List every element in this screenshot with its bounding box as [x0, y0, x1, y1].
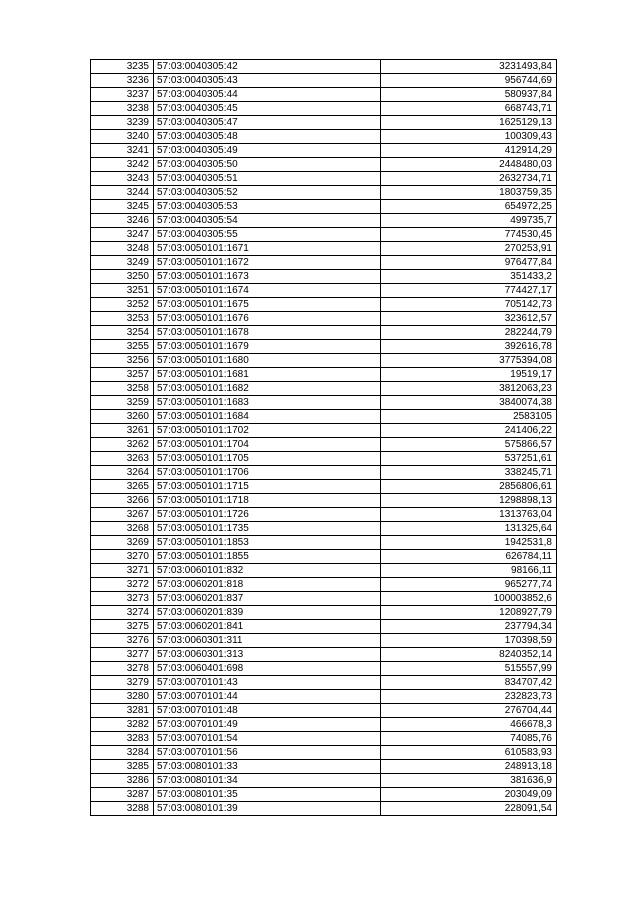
cadastral-value-cell: 580937,84	[381, 88, 557, 102]
row-number-cell: 3283	[91, 732, 154, 746]
row-number-cell: 3284	[91, 746, 154, 760]
row-number-cell: 3279	[91, 676, 154, 690]
cadastral-number-cell: 57:03:0050101:1726	[154, 508, 381, 522]
table-row	[91, 368, 557, 382]
cadastral-value-cell: 1803759,35	[381, 186, 557, 200]
cadastral-value-cell: 392616,78	[381, 340, 557, 354]
cadastral-number-cell: 57:03:0050101:1682	[154, 382, 381, 396]
cadastral-number-cell: 57:03:0050101:1705	[154, 452, 381, 466]
row-number-cell: 3277	[91, 648, 154, 662]
cadastral-number-cell: 57:03:0050101:1706	[154, 466, 381, 480]
cadastral-number-cell: 57:03:0050101:1855	[154, 550, 381, 564]
cadastral-value-cell: 351433,2	[381, 270, 557, 284]
cadastral-number-cell: 57:03:0080101:35	[154, 788, 381, 802]
cadastral-value-cell: 3775394,08	[381, 354, 557, 368]
table-row	[91, 158, 557, 172]
row-number-cell: 3235	[91, 60, 154, 74]
row-number-cell: 3266	[91, 494, 154, 508]
table-row	[91, 760, 557, 774]
row-number-cell: 3276	[91, 634, 154, 648]
row-number-cell: 3270	[91, 550, 154, 564]
cadastral-number-cell: 57:03:0060201:841	[154, 620, 381, 634]
row-number-cell: 3247	[91, 228, 154, 242]
cadastral-number-cell: 57:03:0050101:1675	[154, 298, 381, 312]
table-row	[91, 620, 557, 634]
table-row	[91, 326, 557, 340]
table-row	[91, 410, 557, 424]
table-row	[91, 256, 557, 270]
cadastral-value-cell: 3231493,84	[381, 60, 557, 74]
row-number-cell: 3244	[91, 186, 154, 200]
row-number-cell: 3240	[91, 130, 154, 144]
row-number-cell: 3243	[91, 172, 154, 186]
row-number-cell: 3281	[91, 704, 154, 718]
row-number-cell: 3251	[91, 284, 154, 298]
table-row	[91, 144, 557, 158]
cadastral-value-cell: 515557,99	[381, 662, 557, 676]
table-row	[91, 200, 557, 214]
table-row	[91, 102, 557, 116]
cadastral-value-cell: 466678,3	[381, 718, 557, 732]
cadastral-value-cell: 626784,11	[381, 550, 557, 564]
cadastral-number-cell: 57:03:0050101:1674	[154, 284, 381, 298]
cadastral-value-cell: 241406,22	[381, 424, 557, 438]
table-row	[91, 312, 557, 326]
row-number-cell: 3260	[91, 410, 154, 424]
cadastral-number-cell: 57:03:0040305:45	[154, 102, 381, 116]
table-row	[91, 88, 557, 102]
cadastral-value-cell: 338245,71	[381, 466, 557, 480]
cadastral-value-cell: 276704,44	[381, 704, 557, 718]
row-number-cell: 3242	[91, 158, 154, 172]
cadastral-number-cell: 57:03:0050101:1681	[154, 368, 381, 382]
row-number-cell: 3253	[91, 312, 154, 326]
table-row	[91, 284, 557, 298]
cadastral-number-cell: 57:03:0080101:34	[154, 774, 381, 788]
table-row	[91, 382, 557, 396]
cadastral-number-cell: 57:03:0070101:49	[154, 718, 381, 732]
cadastral-value-cell: 956744,69	[381, 74, 557, 88]
table-row	[91, 228, 557, 242]
cadastral-value-cell: 3812063,23	[381, 382, 557, 396]
cadastral-value-cell: 1313763,04	[381, 508, 557, 522]
cadastral-number-cell: 57:03:0050101:1735	[154, 522, 381, 536]
row-number-cell: 3275	[91, 620, 154, 634]
cadastral-number-cell: 57:03:0050101:1683	[154, 396, 381, 410]
row-number-cell: 3285	[91, 760, 154, 774]
cadastral-value-cell: 834707,42	[381, 676, 557, 690]
cadastral-value-cell: 131325,64	[381, 522, 557, 536]
table-row	[91, 732, 557, 746]
row-number-cell: 3271	[91, 564, 154, 578]
cadastral-number-cell: 57:03:0050101:1680	[154, 354, 381, 368]
table-row	[91, 214, 557, 228]
table-row	[91, 424, 557, 438]
row-number-cell: 3282	[91, 718, 154, 732]
row-number-cell: 3263	[91, 452, 154, 466]
cadastral-number-cell: 57:03:0040305:43	[154, 74, 381, 88]
cadastral-number-cell: 57:03:0040305:47	[154, 116, 381, 130]
table-row	[91, 396, 557, 410]
cadastral-number-cell: 57:03:0050101:1718	[154, 494, 381, 508]
cadastral-number-cell: 57:03:0070101:56	[154, 746, 381, 760]
cadastral-number-cell: 57:03:0080101:39	[154, 802, 381, 816]
cadastral-number-cell: 57:03:0070101:54	[154, 732, 381, 746]
table-row	[91, 662, 557, 676]
cadastral-number-cell: 57:03:0050101:1673	[154, 270, 381, 284]
table-row	[91, 130, 557, 144]
row-number-cell: 3239	[91, 116, 154, 130]
cadastral-value-cell: 100003852,6	[381, 592, 557, 606]
row-number-cell: 3246	[91, 214, 154, 228]
cadastral-value-cell: 610583,93	[381, 746, 557, 760]
cadastral-number-cell: 57:03:0060101:832	[154, 564, 381, 578]
cadastral-number-cell: 57:03:0050101:1678	[154, 326, 381, 340]
cadastral-value-cell: 965277,74	[381, 578, 557, 592]
table-row	[91, 494, 557, 508]
row-number-cell: 3273	[91, 592, 154, 606]
row-number-cell: 3252	[91, 298, 154, 312]
cadastral-value-cell: 575866,57	[381, 438, 557, 452]
table-row	[91, 74, 557, 88]
cadastral-number-cell: 57:03:0070101:43	[154, 676, 381, 690]
cadastral-number-cell: 57:03:0050101:1676	[154, 312, 381, 326]
table-row	[91, 298, 557, 312]
cadastral-number-cell: 57:03:0040305:49	[154, 144, 381, 158]
cadastral-number-cell: 57:03:0070101:48	[154, 704, 381, 718]
cadastral-value-cell: 2856806,61	[381, 480, 557, 494]
cadastral-value-cell: 1942531,8	[381, 536, 557, 550]
row-number-cell: 3264	[91, 466, 154, 480]
row-number-cell: 3265	[91, 480, 154, 494]
table-row	[91, 508, 557, 522]
cadastral-value-cell: 668743,71	[381, 102, 557, 116]
table-row	[91, 704, 557, 718]
cadastral-value-cell: 98166,11	[381, 564, 557, 578]
table-row	[91, 466, 557, 480]
cadastral-value-cell: 1208927,79	[381, 606, 557, 620]
table-row	[91, 60, 557, 74]
table-row	[91, 648, 557, 662]
table-row	[91, 480, 557, 494]
cadastral-value-cell: 1298898,13	[381, 494, 557, 508]
row-number-cell: 3268	[91, 522, 154, 536]
cadastral-number-cell: 57:03:0050101:1671	[154, 242, 381, 256]
cadastral-number-cell: 57:03:0060401:698	[154, 662, 381, 676]
cadastral-value-cell: 774427,17	[381, 284, 557, 298]
cadastral-number-cell: 57:03:0040305:48	[154, 130, 381, 144]
cadastral-number-cell: 57:03:0070101:44	[154, 690, 381, 704]
row-number-cell: 3245	[91, 200, 154, 214]
cadastral-number-cell: 57:03:0080101:33	[154, 760, 381, 774]
cadastral-number-cell: 57:03:0060301:311	[154, 634, 381, 648]
cadastral-value-cell: 2448480,03	[381, 158, 557, 172]
cadastral-value-table	[90, 59, 557, 816]
row-number-cell: 3237	[91, 88, 154, 102]
cadastral-number-cell: 57:03:0050101:1702	[154, 424, 381, 438]
cadastral-value-cell: 74085,76	[381, 732, 557, 746]
table-row	[91, 634, 557, 648]
row-number-cell: 3274	[91, 606, 154, 620]
cadastral-value-cell: 1625129,13	[381, 116, 557, 130]
table-row	[91, 676, 557, 690]
row-number-cell: 3269	[91, 536, 154, 550]
table-row	[91, 606, 557, 620]
table-row	[91, 746, 557, 760]
cadastral-number-cell: 57:03:0060301:313	[154, 648, 381, 662]
row-number-cell: 3236	[91, 74, 154, 88]
cadastral-number-cell: 57:03:0050101:1684	[154, 410, 381, 424]
row-number-cell: 3287	[91, 788, 154, 802]
row-number-cell: 3254	[91, 326, 154, 340]
cadastral-value-cell: 170398,59	[381, 634, 557, 648]
table-row	[91, 522, 557, 536]
table-row	[91, 774, 557, 788]
cadastral-number-cell: 57:03:0040305:44	[154, 88, 381, 102]
row-number-cell: 3250	[91, 270, 154, 284]
row-number-cell: 3257	[91, 368, 154, 382]
table-row	[91, 690, 557, 704]
cadastral-value-cell: 976477,84	[381, 256, 557, 270]
cadastral-value-cell: 2632734,71	[381, 172, 557, 186]
cadastral-number-cell: 57:03:0060201:839	[154, 606, 381, 620]
cadastral-value-cell: 2583105	[381, 410, 557, 424]
cadastral-value-cell: 705142,73	[381, 298, 557, 312]
row-number-cell: 3238	[91, 102, 154, 116]
row-number-cell: 3259	[91, 396, 154, 410]
cadastral-value-cell: 282244,79	[381, 326, 557, 340]
table-row	[91, 536, 557, 550]
row-number-cell: 3249	[91, 256, 154, 270]
table-row	[91, 802, 557, 816]
cadastral-value-cell: 19519,17	[381, 368, 557, 382]
row-number-cell: 3261	[91, 424, 154, 438]
cadastral-value-cell: 323612,57	[381, 312, 557, 326]
cadastral-number-cell: 57:03:0050101:1672	[154, 256, 381, 270]
cadastral-value-cell: 537251,61	[381, 452, 557, 466]
row-number-cell: 3278	[91, 662, 154, 676]
cadastral-number-cell: 57:03:0040305:42	[154, 60, 381, 74]
cadastral-value-cell: 248913,18	[381, 760, 557, 774]
cadastral-number-cell: 57:03:0050101:1715	[154, 480, 381, 494]
row-number-cell: 3286	[91, 774, 154, 788]
table-row	[91, 452, 557, 466]
cadastral-value-cell: 8240352,14	[381, 648, 557, 662]
table-row	[91, 242, 557, 256]
cadastral-number-cell: 57:03:0040305:53	[154, 200, 381, 214]
cadastral-number-cell: 57:03:0040305:54	[154, 214, 381, 228]
row-number-cell: 3267	[91, 508, 154, 522]
cadastral-value-cell: 412914,29	[381, 144, 557, 158]
table-row	[91, 270, 557, 284]
table-row	[91, 340, 557, 354]
cadastral-number-cell: 57:03:0040305:51	[154, 172, 381, 186]
cadastral-number-cell: 57:03:0050101:1853	[154, 536, 381, 550]
row-number-cell: 3258	[91, 382, 154, 396]
table-row	[91, 438, 557, 452]
cadastral-value-cell: 100309,43	[381, 130, 557, 144]
row-number-cell: 3241	[91, 144, 154, 158]
table-row	[91, 564, 557, 578]
cadastral-number-cell: 57:03:0060201:837	[154, 592, 381, 606]
table-row	[91, 172, 557, 186]
cadastral-number-cell: 57:03:0040305:50	[154, 158, 381, 172]
table-row	[91, 718, 557, 732]
cadastral-value-cell: 232823,73	[381, 690, 557, 704]
row-number-cell: 3262	[91, 438, 154, 452]
table-row	[91, 592, 557, 606]
cadastral-value-cell: 237794,34	[381, 620, 557, 634]
row-number-cell: 3288	[91, 802, 154, 816]
table-row	[91, 578, 557, 592]
cadastral-value-cell: 270253,91	[381, 242, 557, 256]
cadastral-value-cell: 499735,7	[381, 214, 557, 228]
row-number-cell: 3256	[91, 354, 154, 368]
cadastral-value-cell: 654972,25	[381, 200, 557, 214]
table-row	[91, 354, 557, 368]
cadastral-value-cell: 774530,45	[381, 228, 557, 242]
table-row	[91, 116, 557, 130]
table-row	[91, 550, 557, 564]
cadastral-number-cell: 57:03:0040305:52	[154, 186, 381, 200]
cadastral-number-cell: 57:03:0040305:55	[154, 228, 381, 242]
row-number-cell: 3280	[91, 690, 154, 704]
cadastral-number-cell: 57:03:0050101:1679	[154, 340, 381, 354]
table-body	[91, 60, 557, 816]
cadastral-value-cell: 203049,09	[381, 788, 557, 802]
row-number-cell: 3248	[91, 242, 154, 256]
row-number-cell: 3272	[91, 578, 154, 592]
cadastral-number-cell: 57:03:0060201:818	[154, 578, 381, 592]
table-row	[91, 186, 557, 200]
row-number-cell: 3255	[91, 340, 154, 354]
cadastral-value-cell: 3840074,38	[381, 396, 557, 410]
cadastral-number-cell: 57:03:0050101:1704	[154, 438, 381, 452]
table-row	[91, 788, 557, 802]
cadastral-value-cell: 381636,9	[381, 774, 557, 788]
cadastral-value-cell: 228091,54	[381, 802, 557, 816]
